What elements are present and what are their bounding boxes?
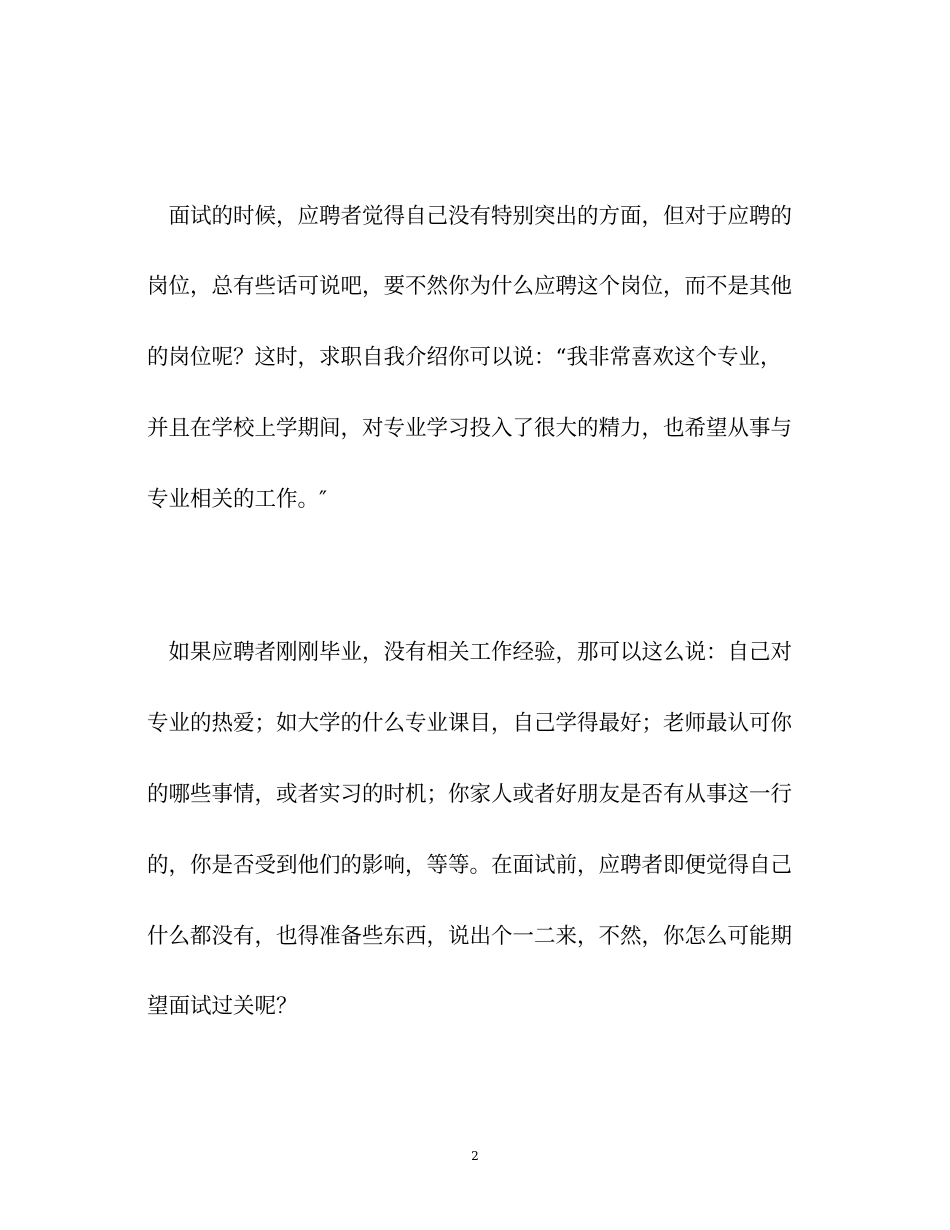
paragraph-1-line-5: 专业相关的工作。″ bbox=[147, 487, 328, 512]
paragraph-1-line-4: 并且在学校上学期间，对专业学习投入了很大的精力，也希望从事与 bbox=[147, 416, 793, 441]
paragraph-2-line-3: 的哪些事情，或者实习的时机；你家人或者好朋友是否有从事这一行 bbox=[147, 782, 793, 807]
paragraph-2-line-1: 如果应聘者刚刚毕业，没有相关工作经验，那可以这么说：自己对 bbox=[147, 640, 793, 665]
paragraph-2-line-2: 专业的热爱；如大学的什么专业课目，自己学得最好；老师最认可你 bbox=[147, 711, 793, 736]
paragraph-2-line-5: 什么都没有，也得准备些东西，说出个一二来，不然，你怎么可能期 bbox=[147, 924, 793, 949]
page-number: 2 bbox=[471, 1149, 479, 1163]
paragraph-2-line-4: 的，你是否受到他们的影响，等等。在面试前，应聘者即便觉得自己 bbox=[147, 853, 793, 878]
paragraph-1-line-3: 的岗位呢？这时，求职自我介绍你可以说：“我非常喜欢这个专业， bbox=[147, 345, 782, 370]
paragraph-1-line-1: 面试的时候，应聘者觉得自己没有特别突出的方面，但对于应聘的 bbox=[147, 204, 793, 229]
paragraph-2-line-6: 望面试过关呢？ bbox=[147, 994, 298, 1019]
paragraph-1-line-2: 岗位，总有些话可说吧，要不然你为什么应聘这个岗位，而不是其他 bbox=[147, 274, 793, 299]
